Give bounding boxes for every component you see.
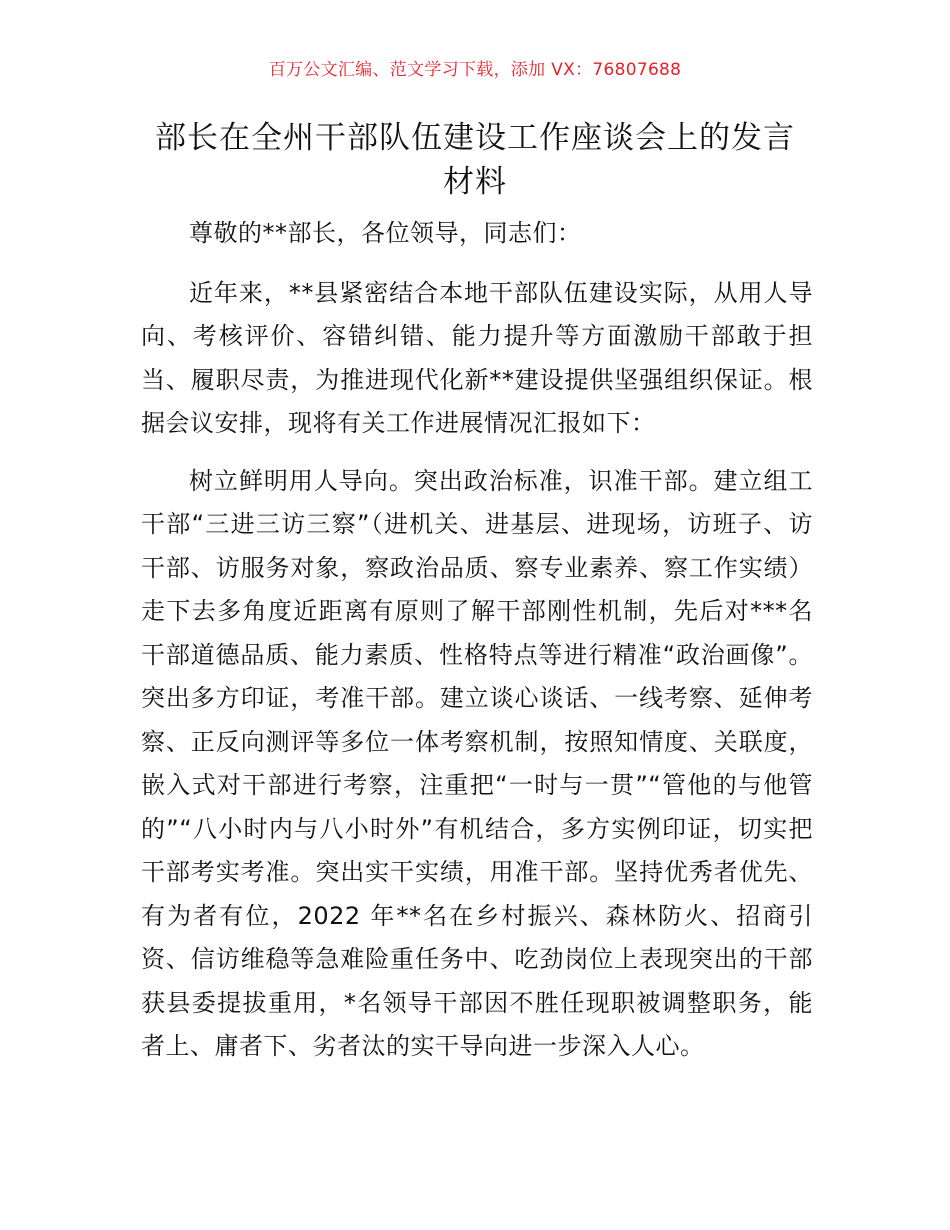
salutation: 尊敬的**部长，各位领导，同志们： bbox=[189, 219, 582, 247]
document-title-line-2: 材料 bbox=[443, 164, 507, 200]
document-title-line-1: 部长在全州干部队伍建设工作座谈会上的发言 bbox=[155, 120, 795, 156]
header-watermark-text: 百万公文汇编、范文学习下载，添加 VX：76807688 bbox=[268, 60, 682, 80]
document-title bbox=[130, 116, 820, 204]
paragraph-employment-orientation: 树立鲜明用人导向。突出政治标准，识准干部。建立组工干部“三进三访三察”（进机关、进基层、进现场，访班子、访干部、访服务对象，察政治品质、察专业素养、察工作实绩）走下去多角度近距离有原则了解干部刚性机制，先后对***名干部道德品质、能力素质、性格特点等进行精准“政治画像”。突出多方印证，考准干部。建立谈心谈话、一线考察、延伸考察、正反向测评等多位一体考察机制，按照知情度、关联度，嵌入式对干部进行考察，注重把“一时与一贯”“管他的与他管的”“八小时内与八小时外”有机结合，多方实例印证，切实把干部考实考准。突出实干实绩，用准干部。坚持优秀者优先、有为者有位，2022 年**名在乡村振兴、森林防火、招商引资、信访维稳等急难险重任务中、吃劲岗位上表现突出的干部获县委提拔重用，*名领导干部因不胜任现职被调整职务，能者上、庸者下、劣者汰的实干导向进一步深入人心。 bbox=[141, 466, 813, 1060]
paragraph-introduction: 近年来，**县紧密结合本地干部队伍建设实际，从用人导向、考核评价、容错纠错、能力提升等方面激励干部敢于担当、履职尽责，为推进现代化新**建设提供坚强组织保证。根据会议安排，现将有关工作进展情况汇报如下： bbox=[141, 278, 813, 437]
document-body bbox=[141, 212, 813, 1074]
